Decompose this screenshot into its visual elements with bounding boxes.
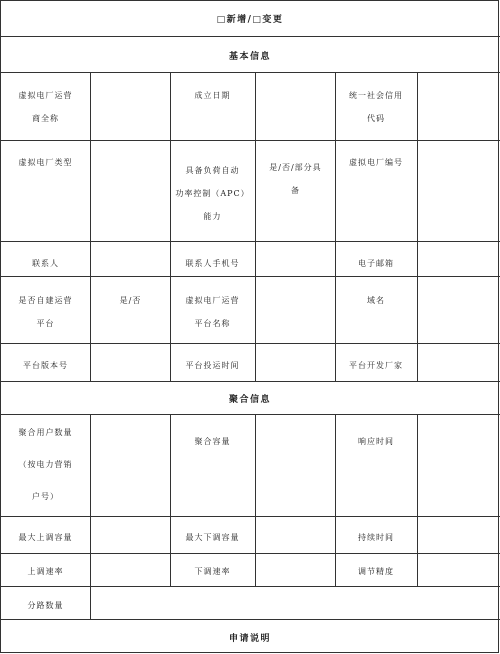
divider bbox=[0, 619, 500, 620]
divider bbox=[417, 72, 418, 381]
label-aggregated-capacity: 聚合容量 bbox=[194, 437, 231, 446]
divider bbox=[0, 241, 500, 242]
divider bbox=[90, 414, 91, 586]
value-apc-capability: 是/否/部分具 备 bbox=[269, 163, 322, 195]
divider bbox=[0, 276, 500, 277]
form-title: □新增/□变更 bbox=[216, 14, 284, 25]
label-credit-code: 统一社会信用 代码 bbox=[349, 90, 403, 123]
divider bbox=[335, 72, 336, 381]
divider bbox=[0, 343, 500, 344]
divider bbox=[0, 586, 500, 587]
label-platform-name: 虚拟电厂运营 平台名称 bbox=[185, 296, 240, 328]
divider bbox=[170, 72, 171, 381]
label-max-up-capacity: 最大上调容量 bbox=[18, 532, 73, 542]
divider bbox=[255, 414, 256, 586]
label-self-built-platform: 是否自建运营 平台 bbox=[18, 296, 73, 328]
divider bbox=[0, 140, 500, 141]
divider bbox=[0, 36, 500, 37]
label-contact: 联系人 bbox=[32, 258, 59, 268]
section-aggregation-info: 聚合信息 bbox=[228, 394, 271, 405]
divider bbox=[0, 516, 500, 517]
divider bbox=[255, 72, 256, 381]
label-down-rate: 下调速率 bbox=[194, 566, 231, 576]
divider bbox=[90, 72, 91, 381]
divider bbox=[335, 414, 336, 586]
section-basic-info: 基本信息 bbox=[228, 51, 271, 62]
divider bbox=[0, 381, 500, 382]
divider bbox=[170, 414, 171, 586]
label-max-down-capacity: 最大下调容量 bbox=[185, 532, 240, 542]
divider bbox=[0, 72, 500, 73]
value-self-built-platform: 是/否 bbox=[119, 296, 142, 305]
label-branch-count: 分路数量 bbox=[27, 600, 64, 610]
label-aggregated-user-count: 聚合用户数量 （按电力营销 户号） bbox=[18, 427, 73, 501]
divider bbox=[90, 586, 91, 619]
section-application-notes: 申请说明 bbox=[228, 633, 271, 644]
label-adjust-precision: 调节精度 bbox=[358, 566, 394, 576]
divider bbox=[0, 414, 500, 415]
label-response-time: 响应时间 bbox=[358, 437, 394, 446]
label-platform-launch-time: 平台投运时间 bbox=[185, 361, 240, 370]
label-platform-vendor: 平台开发厂家 bbox=[349, 361, 403, 370]
label-contact-phone: 联系人手机号 bbox=[185, 258, 240, 268]
label-established-date: 成立日期 bbox=[194, 91, 231, 100]
label-vpp-type: 虚拟电厂类型 bbox=[18, 158, 73, 167]
label-email: 电子邮箱 bbox=[358, 258, 394, 268]
label-apc-capability: 具备负荷自动 功率控制（APC） 能力 bbox=[175, 165, 250, 221]
divider bbox=[0, 553, 500, 554]
label-vpp-number: 虚拟电厂编号 bbox=[349, 158, 403, 167]
label-platform-version: 平台版本号 bbox=[23, 361, 68, 370]
label-up-rate: 上调速率 bbox=[27, 566, 64, 576]
divider bbox=[417, 414, 418, 586]
label-operator-name: 虚拟电厂运营 商全称 bbox=[18, 90, 73, 123]
label-domain: 域名 bbox=[367, 296, 385, 305]
label-duration: 持续时间 bbox=[358, 532, 394, 542]
